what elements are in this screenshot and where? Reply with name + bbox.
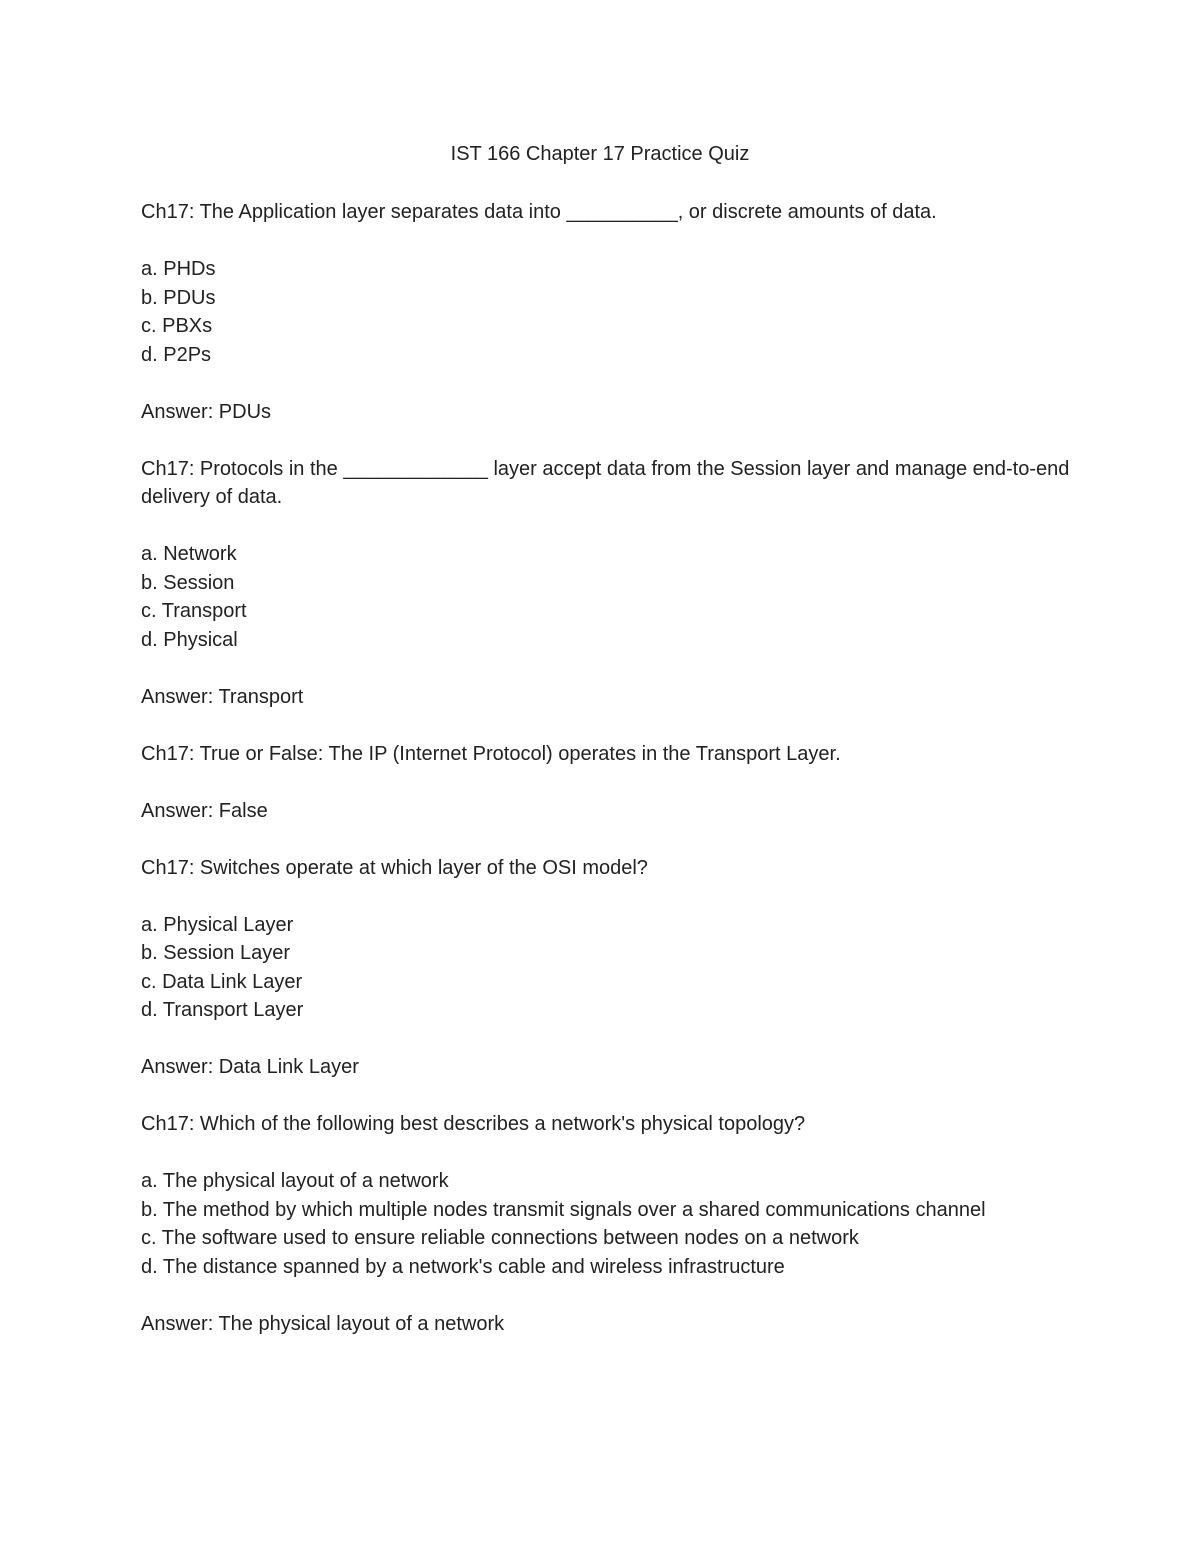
option: b. Session: [141, 571, 235, 594]
answer: [141, 1310, 1071, 1339]
answer-options: [141, 1167, 1071, 1281]
question-prompt: [141, 455, 1075, 512]
option: d. Transport Layer: [141, 999, 304, 1021]
option: c. Transport: [141, 600, 247, 622]
option: a. The physical layout of a network: [141, 1170, 449, 1192]
option: c. PBXs: [141, 315, 213, 337]
question-prompt: [141, 854, 1071, 883]
answer: [141, 398, 1071, 427]
option: d. P2Ps: [141, 343, 212, 366]
question-text: Ch17: Switches operate at which layer of the OSI model?: [141, 856, 648, 879]
quiz-content: [141, 198, 1075, 1367]
answer-text: Answer: False: [141, 799, 268, 822]
answer: [141, 1053, 1071, 1082]
option: b. The method by which multiple nodes transmit signals over a shared communications channel: [141, 1198, 986, 1221]
question-prompt: [141, 198, 1071, 227]
option: a. PHDs: [141, 258, 216, 280]
question-text: Ch17: True or False: The IP (Internet Protocol) operates in the Transport Layer.: [141, 742, 841, 765]
answer-text: Answer: PDUs: [141, 400, 272, 423]
answer-text: Answer: The physical layout of a network: [141, 1312, 505, 1335]
answer-options: [141, 911, 1071, 1025]
option: d. Physical: [141, 628, 238, 651]
question-text: Ch17: The Application layer separates data into __________, or discrete amounts of data.: [141, 201, 937, 223]
answer-options: [141, 255, 1071, 369]
question-text: Ch17: Which of the following best describes a network's physical topology?: [141, 1113, 806, 1135]
option: d. The distance spanned by a network's cable and wireless infrastructure: [141, 1255, 785, 1278]
question-prompt: [141, 740, 1071, 769]
answer: [141, 797, 1071, 826]
option: a. Physical Layer: [141, 913, 294, 936]
option: c. The software used to ensure reliable connections between nodes on a network: [141, 1227, 859, 1249]
page-title: IST 166 Chapter 17 Practice Quiz: [450, 143, 750, 165]
question-text: Ch17: Protocols in the _____________ layer accept data from the Session layer and manage end-to-end delivery of data.: [141, 457, 1075, 508]
option: b. Session Layer: [141, 942, 290, 964]
answer-text: Answer: Data Link Layer: [141, 1056, 359, 1078]
answer: [141, 683, 1071, 712]
option: c. Data Link Layer: [141, 970, 303, 993]
answer-text: Answer: Transport: [141, 685, 304, 708]
option: b. PDUs: [141, 286, 216, 309]
answer-options: [141, 540, 1071, 654]
option: a. Network: [141, 543, 237, 565]
question-prompt: [141, 1110, 1071, 1139]
